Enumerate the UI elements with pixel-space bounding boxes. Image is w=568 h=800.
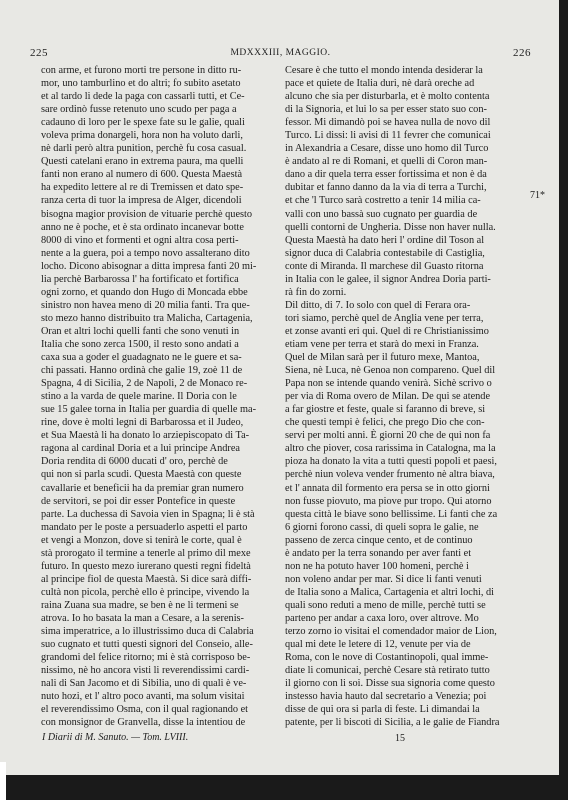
text-line: etiam vene per terra et starà do mexi in Franza. xyxy=(285,338,479,350)
text-line: Cesare è che tutto el mondo intenda desiderar la xyxy=(285,65,483,76)
text-line: diate li comunicai, perchè Cesare stà retirato tutto xyxy=(285,665,490,677)
right-column xyxy=(285,64,527,729)
text-line: pace et quiete de Italia duri, nè darà oreche ad xyxy=(285,78,475,90)
text-line: per via di Roma overo de Milan. De qui se atende xyxy=(285,391,491,403)
text-line: ogni zorno, et quando don Hugo di Moncada ebbe xyxy=(41,286,248,298)
text-line: rine, dove è molti legni di Barbarossa et il Judeo, xyxy=(41,417,244,429)
text-line: grandomi del felice ritorno; mi è stà corrisposo be- xyxy=(41,652,251,664)
margin-note: 71* xyxy=(530,190,545,201)
text-line: non ne ha potuto haver 100 homeni, perchè i xyxy=(285,560,469,572)
left-column xyxy=(41,64,283,729)
text-line: valli con uno bassà suo cugnato per guardia de xyxy=(285,208,478,220)
text-line: cadauno di loro per le spexe fate su le galie, quali xyxy=(41,117,245,129)
text-line: locho. Dicono abisognar a ditta impresa fanti 20 mi- xyxy=(41,260,257,272)
text-line: Oran et altri lochi quelli fanti che sono venuti in xyxy=(41,325,240,337)
text-line: mandato per le poste a persuaderlo aspetti el parto xyxy=(41,521,248,533)
text-line: è andato al re di Romani, et quelli di Coron man- xyxy=(285,156,488,168)
text-line: fessor. Mi dimandò poi se havea nulla de novo dil xyxy=(285,117,491,129)
text-line: non fusse piovuto, ma piove pur tropo. Qui atorno xyxy=(285,495,492,507)
text-line: nente a la guera, poi a tempo novo assalterano dito xyxy=(41,247,250,259)
text-line: Papa non se intende quando venirà. Sichè scrivo o xyxy=(285,378,492,390)
text-line: sto mezo hanno distribuito tra Malicha, Cartagenia, xyxy=(41,312,253,324)
text-line: Questa Maestà ha dato heri l' ordine dil Toson al xyxy=(285,234,485,246)
page-number-left: 225 xyxy=(30,47,48,59)
text-line: Doria rendita di 6000 ducati d' oro, perchè de xyxy=(41,456,228,468)
text-line: nali di San Jacomo et di Sibilia, uno di quali è ve- xyxy=(41,678,247,690)
text-line: lia perchè Barbarossa l' ha fortificato et fortifica xyxy=(41,273,239,285)
text-line: futuro. In questo mezo iurerano questi regni fideltà xyxy=(41,560,251,572)
text-line: Spagna, 4 di Sicilia, 2 de Napoli, 2 de Monaco re- xyxy=(41,378,248,390)
text-line: con arme, et furono morti tre persone in ditto ru- xyxy=(41,65,242,76)
running-header xyxy=(30,47,531,61)
text-line: è andato per la terra sonando per aver fanti et xyxy=(285,547,472,559)
text-line: di la Signoria, et lui lo sa per esser stato suo con- xyxy=(285,104,487,116)
text-line: pioza ha donato la vita a tutti questi popoli et paesi, xyxy=(285,456,497,468)
text-line: patente, per li biscoti di Sicilia, a le galie de Fiandra xyxy=(285,717,500,729)
text-line: caxa sua a goder el guadagnato ne le guere et sa- xyxy=(41,352,242,364)
text-line: che questi tempi è felici, che prego Dio che con- xyxy=(285,417,485,429)
text-line: sima imperatrice, a lo illustrissimo duca di Calabria xyxy=(41,626,254,638)
text-line: nè darli però altra punition, perchè fu cosa casual. xyxy=(41,143,247,155)
text-line: Quel de Milan sarà per il futuro mexe, Mantoa, xyxy=(285,352,480,364)
scan-edge xyxy=(0,762,6,800)
text-line: il giorno con li soi. Disse sua signoria come questo xyxy=(285,678,495,690)
text-line: al principe fiol de questa Maestà. Si dice sarà diffi- xyxy=(41,573,252,585)
text-line: tori siamo, perchè quel de Anglia vene per terra, xyxy=(285,312,484,324)
text-line: 6 giorni forono cassi, di queli sopra le galie, ne xyxy=(285,521,479,533)
text-line: Questi catelani erano in extrema paura, ma quelli xyxy=(41,156,244,168)
text-line: ranza certa di tuor la impresa de Alger, dicendoli xyxy=(41,195,242,207)
text-line: et l' annata dil formento era persa se in otto giorni xyxy=(285,482,490,494)
text-line: cultà non picola, perchè ello è principe, vivendo la xyxy=(41,586,250,598)
text-line: questa città le biave sono bellissime. Li fanti che za xyxy=(285,508,498,520)
text-line: stà prorogato il termine a tenerle al primo dil mexe xyxy=(41,547,251,559)
text-line: et vengi a Monzon, dove si tenirà le corte, qual è xyxy=(41,534,242,546)
text-line: ragona al cardinal Doria et a lui principe Andrea xyxy=(41,443,240,455)
text-line: sue 15 galee torna in Italia per guardia di quelle ma- xyxy=(41,404,257,416)
text-line: Turco. Li dissi: li avisi di 11 fevrer che comunicai xyxy=(285,130,491,142)
text-line: raina Zuana sua madre, se ben è ne li termeni se xyxy=(41,599,239,611)
text-line: conte di Miranda. Il marchese dil Guasto ritorna xyxy=(285,260,484,272)
text-line: el reverendissimo Osma, con il qual ragionando et xyxy=(41,704,249,716)
text-line: qual mi dete le letere di 12, venute per via de xyxy=(285,639,471,651)
text-line: con monsignor de Granvella, disse la intentiou de xyxy=(41,717,246,729)
text-line: in Italia con le galee, il signor Andrea Doria parti- xyxy=(285,273,491,285)
text-line: Siena, nè Luca, nè Genoa non compareno. Quel dil xyxy=(285,365,496,377)
text-line: rà fin do zorni. xyxy=(285,286,347,298)
text-line: Dil ditto, di 7. Io solo con quel di Ferara ora- xyxy=(285,299,471,311)
text-line: non voleno andar per mar. Si dice li fanti venuti xyxy=(285,573,482,585)
text-line: sinistro non havea meno di 20 milia fanti. Tra que- xyxy=(41,299,250,311)
text-line: stino a la varda de quele marine. Il Doria con le xyxy=(41,391,237,403)
text-line: Italia che sono zerca 1500, il resto sono andati a xyxy=(41,338,239,350)
text-line: alcuno che sia per disturbarla, et è molto contenta xyxy=(285,91,490,103)
text-line: 8000 di vino et formenti et ogni altra cosa perti- xyxy=(41,234,239,246)
footer-citation: I Diarii di M. Sanuto. — Tom. LVIII. xyxy=(42,732,189,743)
text-line: quali sono reduti a meno de mille, perchè tutti se xyxy=(285,599,486,611)
text-line: perchè niun voleva vender frumento nè altra biava, xyxy=(285,469,495,481)
text-line: passeno de zerca cinque cento, et de continuo xyxy=(285,534,473,546)
text-line: atrova. Io ho basata la man a Cesare, a la serenis- xyxy=(41,612,244,624)
text-line: Roma, con le nove di Costantinopoli, qual imme- xyxy=(285,652,489,664)
text-line: et che 'l Turco sarà costretto a tenir 14 milia ca- xyxy=(285,195,481,207)
text-line: nuto hozi, et l' altro poco avanti, ma solum visitai xyxy=(41,691,245,703)
text-line: et zonse avanti eri qui. Quel di re Christianissimo xyxy=(285,325,489,337)
text-line: disse de qui ora si parla di feste. Li dimandai la xyxy=(285,704,480,716)
text-line: voleva prima donargeli, hora non ha voluto darli, xyxy=(41,130,243,142)
text-line: nissimo, nè ho ancora visti li reverendissimi cardi- xyxy=(41,665,250,677)
text-line: in Alexandria a Cesare, disse uno homo dil Turco xyxy=(285,143,489,155)
text-line: mor, uno tamburlino et do altri; fo subito asetato xyxy=(41,78,241,90)
text-line: suo cugnato et tutti questi signori del Conseio, alle- xyxy=(41,639,253,651)
text-line: chi passati. Hanno ordinà che galie 19, zoè 11 de xyxy=(41,365,243,377)
text-line: fanti non erano al numero di 600. Questa Maestà xyxy=(41,169,243,181)
text-line: dubitar et fanno danno da la via di terra a Turchi, xyxy=(285,182,487,194)
text-line: parte. La duchessa di Savoia vien in Spagna; li è stà xyxy=(41,508,255,520)
text-line: signor duca di Calabria contestabile di Castiglia, xyxy=(285,247,485,259)
text-line: instesso havia hauto dal secretario a Venezia; poi xyxy=(285,691,487,703)
text-line: parteno per andar a caxa loro, over altrove. Mo xyxy=(285,612,479,624)
text-line: de servitori, se poi dir esser Pontefice in queste xyxy=(41,495,236,507)
text-line: et al tardo li dede la paga con cassarli tutti, et Ce- xyxy=(41,91,245,103)
page-number-right: 226 xyxy=(513,47,531,59)
text-line: altro che piover, cosa rarissima in Catalogna, ma la xyxy=(285,443,496,455)
text-line: quelli contorni de Ungheria. Disse non haver nulla. xyxy=(285,221,496,233)
text-line: servi per molti anni. È giorni 20 che de qui non fa xyxy=(285,430,491,442)
text-line: bisogna magior provision de vituarie perchè questo xyxy=(41,208,253,220)
text-line: terzo zorno io visitai el comendador maior de Lion, xyxy=(285,626,497,638)
header-title: MDXXXIII, MAGGIO. xyxy=(230,48,331,58)
text-line: anno ne è poche, et è sta ordinato incanevar botte xyxy=(41,221,244,233)
text-line: et Sua Maestà li ha donato lo arziepiscopato di Ta- xyxy=(41,430,250,442)
text-line: ha expedito lettere al re di Tremissen et dato spe- xyxy=(41,182,244,194)
signature-mark: 15 xyxy=(395,733,405,744)
text-line: qui non si parla scudi. Questa Maestà con queste xyxy=(41,469,242,481)
text-line: sare ordinò fusse retenuto uno scudo per paga a xyxy=(41,104,237,116)
text-line: de Italia sono a Malica, Cartagenia et altri lochi, di xyxy=(285,586,495,598)
text-line: cavallarie et beneficii ha da premiar gran numero xyxy=(41,482,244,494)
text-line: a far giostre et feste, quale si faranno di breve, si xyxy=(285,404,486,416)
text-line: dano a dir quela terra esser fortissima et non è da xyxy=(285,169,487,181)
